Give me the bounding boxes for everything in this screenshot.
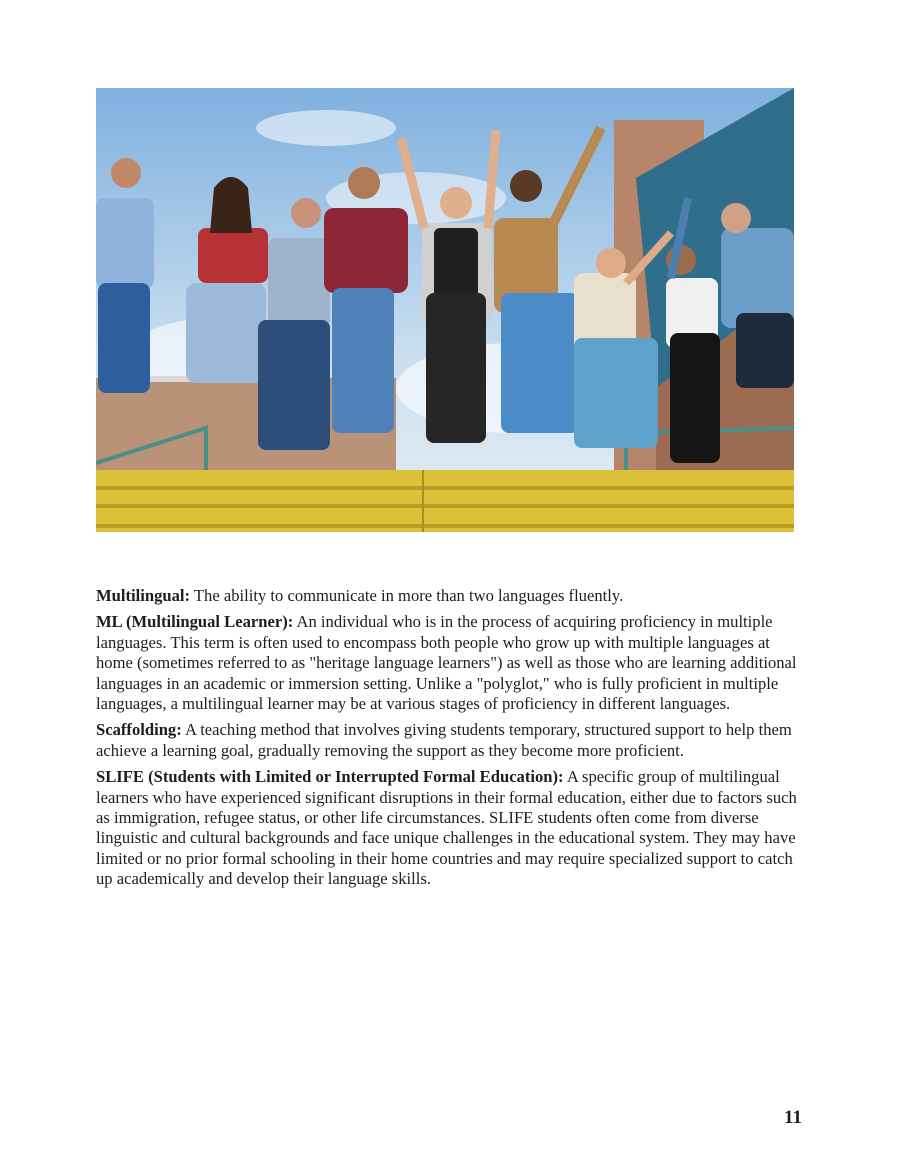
glossary: [96, 586, 808, 896]
glossary-entry-scaffolding: [96, 720, 808, 761]
stair-edge: [96, 524, 794, 528]
stairs: [96, 470, 794, 532]
glossary-term: Scaffolding:: [96, 720, 182, 740]
glossary-term: ML (Multilingual Learner):: [96, 612, 294, 632]
cloud: [256, 110, 396, 146]
glossary-definition: A specific group of multilingual learners who have experienced significant disruptions in their formal education, either due to factors such as immigration, refugee status, or other life circumstances. SLIFE students often come from diverse linguistic and cultural backgrounds and face unique challenges in the educational system. They may have limited or no prior formal schooling in their home countries and may require specialized support to catch up academically and develop their language skills.: [96, 767, 797, 889]
glossary-entry-slife: [96, 767, 808, 889]
glossary-term: SLIFE (Students with Limited or Interrupted Formal Education):: [96, 767, 564, 787]
glossary-definition: The ability to communicate in more than two languages fluently.: [193, 586, 624, 605]
glossary-entry-ml: [96, 612, 808, 714]
stair-edge: [96, 504, 794, 508]
glossary-definition: An individual who is in the process of acquiring proficiency in multiple languages. This term is often used to encompass both people who grow up with multiple languages at home (sometimes referred to as "heritage language learners") as well as those who are learning additional languages in an academic or immersion setting. Unlike a "polyglot," who is fully proficient in multiple languages, a multilingual learner may be at various stages of proficiency in different languages.: [96, 612, 797, 714]
glossary-term: Multilingual:: [96, 586, 191, 605]
students-jumping-photo: [96, 88, 794, 532]
glossary-entry-multilingual: [96, 586, 808, 606]
stair-edge: [96, 486, 794, 490]
glossary-definition: A teaching method that involves giving students temporary, structured support to help them achieve a learning goal, gradually removing the support as they become more proficient.: [96, 720, 792, 760]
page-number: 11: [784, 1107, 802, 1128]
